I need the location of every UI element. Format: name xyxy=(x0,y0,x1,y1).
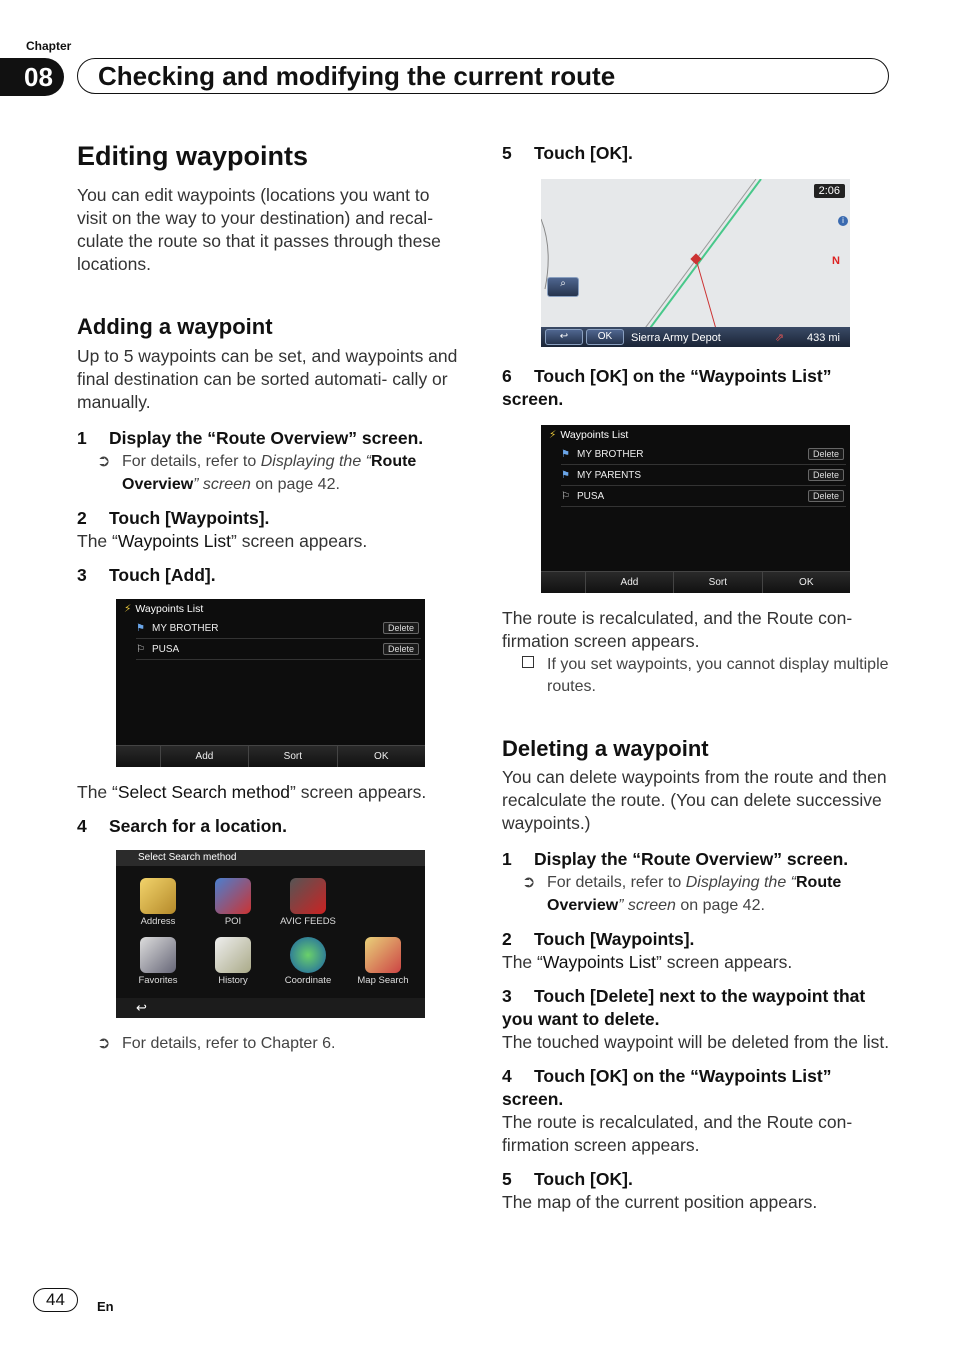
select-search-screen xyxy=(116,850,425,1018)
delete-button[interactable]: Delete xyxy=(808,469,844,481)
screen-title: ⚡ Waypoints List xyxy=(124,602,204,615)
feeds-icon xyxy=(290,878,326,914)
waypoint-row[interactable]: ⚐ PUSA Delete xyxy=(136,640,421,660)
info-icon[interactable]: i xyxy=(838,216,848,226)
coordinate-item[interactable]: Coordinate xyxy=(278,937,338,986)
screen-buttons xyxy=(541,571,850,593)
del-step-3: 3 Touch [Delete] next to the waypoint that you want to delete. xyxy=(502,986,866,1030)
avic-feeds-item[interactable]: AVIC FEEDS xyxy=(278,878,338,927)
bolt-icon: ⚡ xyxy=(549,429,557,441)
del-step-2-desc: The “Waypoints List” screen appears. xyxy=(502,952,793,973)
poi-item[interactable]: POI xyxy=(203,878,263,927)
globe-icon xyxy=(290,937,326,973)
back-icon: ↩ xyxy=(559,331,569,342)
left-column xyxy=(77,140,462,1055)
deleting-heading: Deleting a waypoint xyxy=(502,736,709,761)
step-6: 6 Touch [OK] on the “Waypoints List” screen. xyxy=(502,366,832,409)
flag-icon: ⚑ xyxy=(561,470,570,481)
right-column xyxy=(502,140,892,1214)
ok-button[interactable]: OK xyxy=(762,572,850,593)
screen-title: Select Search method xyxy=(116,850,425,866)
del-step-5: 5 Touch [OK]. xyxy=(502,1169,633,1190)
favorites-icon xyxy=(140,937,176,973)
page-number: 44 xyxy=(33,1288,78,1312)
del-step-2: 2 Touch [Waypoints]. xyxy=(502,929,695,950)
del-step-1: 1 Display the “Route Overview” screen. xyxy=(502,849,849,870)
magnifier-map-icon xyxy=(140,878,176,914)
waypoint-row[interactable]: ⚐ PUSA Delete xyxy=(561,487,846,507)
ok-button[interactable]: OK xyxy=(337,746,425,767)
waypoints-list-screen xyxy=(541,425,850,593)
waypoint-row[interactable]: ⚑ MY BROTHER Delete xyxy=(561,445,846,465)
buildings-icon xyxy=(215,878,251,914)
delete-button[interactable]: Delete xyxy=(808,448,844,460)
map-search-item[interactable]: Map Search xyxy=(353,937,413,986)
clock-icon xyxy=(215,937,251,973)
del-step-1-note: ➲ For details, refer to Displaying the “Route Overview” screen on page 42. xyxy=(502,871,892,917)
step-3: 3 Touch [Add]. xyxy=(77,564,216,585)
delete-button[interactable]: Delete xyxy=(383,643,419,655)
step-text: Display the “Route Overview” screen. xyxy=(109,427,424,448)
deleting-intro: You can delete waypoints from the route and then recalculate the route. (You can delete successive waypoints.) xyxy=(502,767,887,834)
add-button[interactable]: Add xyxy=(160,746,248,767)
step-4: 4 Search for a location. xyxy=(77,815,287,836)
intro-text: You can edit waypoints (locations you want to visit on the way to your destination) and recal- culate the route so that it passes through these locations. xyxy=(77,185,441,275)
adding-intro: Up to 5 waypoints can be set, and waypoints and final destination can be sorted automati- cally or manually. xyxy=(77,345,458,412)
map-icon xyxy=(365,937,401,973)
checkered-flag-icon: ⚐ xyxy=(136,643,145,655)
after-step-3: The “Select Search method” screen appears. xyxy=(77,781,427,802)
step-number: 1 xyxy=(77,427,87,448)
add-button[interactable]: Add xyxy=(585,572,673,593)
waypoint-row[interactable]: ⚑ MY BROTHER Delete xyxy=(136,619,421,639)
arrow-icon: ➲ xyxy=(522,874,536,892)
checkered-flag-icon: ⚐ xyxy=(561,491,570,502)
after-step-6-note: If you set waypoints, you cannot display multiple routes. xyxy=(502,654,892,698)
checkbox-bullet-icon xyxy=(522,656,534,668)
favorites-item[interactable]: Favorites xyxy=(128,937,188,986)
del-step-4-desc: The route is recalculated, and the Route con- firmation screen appears. xyxy=(502,1112,853,1156)
step-1-note: ➲ For details, refer to Displaying the “Route Overview” screen on page 42. xyxy=(77,450,462,496)
north-indicator[interactable]: N xyxy=(832,255,840,267)
screen-buttons xyxy=(116,745,425,767)
history-item[interactable]: History xyxy=(203,937,263,986)
route-icon: ⇗ xyxy=(774,332,784,344)
flag-icon: ⚑ xyxy=(561,449,570,460)
address-item[interactable]: Address xyxy=(128,878,188,927)
back-button[interactable] xyxy=(545,329,583,345)
clock-display: 2:06 xyxy=(814,184,845,198)
distance: 433 mi xyxy=(806,332,840,344)
chapter-title: Checking and modifying the current route xyxy=(77,58,889,94)
screen-title: ⚡ Waypoints List xyxy=(549,429,629,441)
arrow-icon: ➲ xyxy=(97,452,111,470)
page-title: Editing waypoints xyxy=(77,141,309,171)
chapter-number: 08 xyxy=(0,58,64,96)
step-4-note: ➲ For details, refer to Chapter 6. xyxy=(77,1032,462,1055)
step-2: 2 Touch [Waypoints]. xyxy=(77,507,270,528)
del-step-3-desc: The touched waypoint will be deleted from the list. xyxy=(502,1032,890,1053)
sort-button[interactable]: Sort xyxy=(673,572,761,593)
language-label: En xyxy=(97,1299,114,1314)
waypoints-list-screen xyxy=(116,599,425,767)
flag-icon: ⚑ xyxy=(136,622,145,634)
location-name: Sierra Army Depot xyxy=(631,332,721,344)
back-icon[interactable]: ↩ xyxy=(116,998,425,1018)
ok-button[interactable]: OK xyxy=(586,329,624,345)
magnifier-icon: ⌕ xyxy=(560,278,566,289)
arrow-icon: ➲ xyxy=(97,1034,111,1052)
delete-button[interactable]: Delete xyxy=(383,622,419,634)
adding-heading: Adding a waypoint xyxy=(77,314,273,340)
del-step-5-desc: The map of the current position appears. xyxy=(502,1192,818,1213)
step-1 xyxy=(77,427,462,450)
step-2-desc: The “Waypoints List” screen appears. xyxy=(77,530,368,551)
waypoint-row[interactable]: ⚑ MY PARENTS Delete xyxy=(561,466,846,486)
del-step-4: 4 Touch [OK] on the “Waypoints List” screen. xyxy=(502,1066,832,1110)
map-graphic xyxy=(541,179,850,347)
sort-button[interactable]: Sort xyxy=(248,746,336,767)
bolt-icon: ⚡ xyxy=(124,602,132,615)
delete-button[interactable]: Delete xyxy=(808,490,844,502)
after-step-6: The route is recalculated, and the Route con- firmation screen appears. xyxy=(502,608,853,651)
zoom-button[interactable] xyxy=(547,277,579,297)
map-screen xyxy=(541,179,850,347)
step-5: 5 Touch [OK]. xyxy=(502,143,633,163)
chapter-label: Chapter xyxy=(26,39,72,53)
